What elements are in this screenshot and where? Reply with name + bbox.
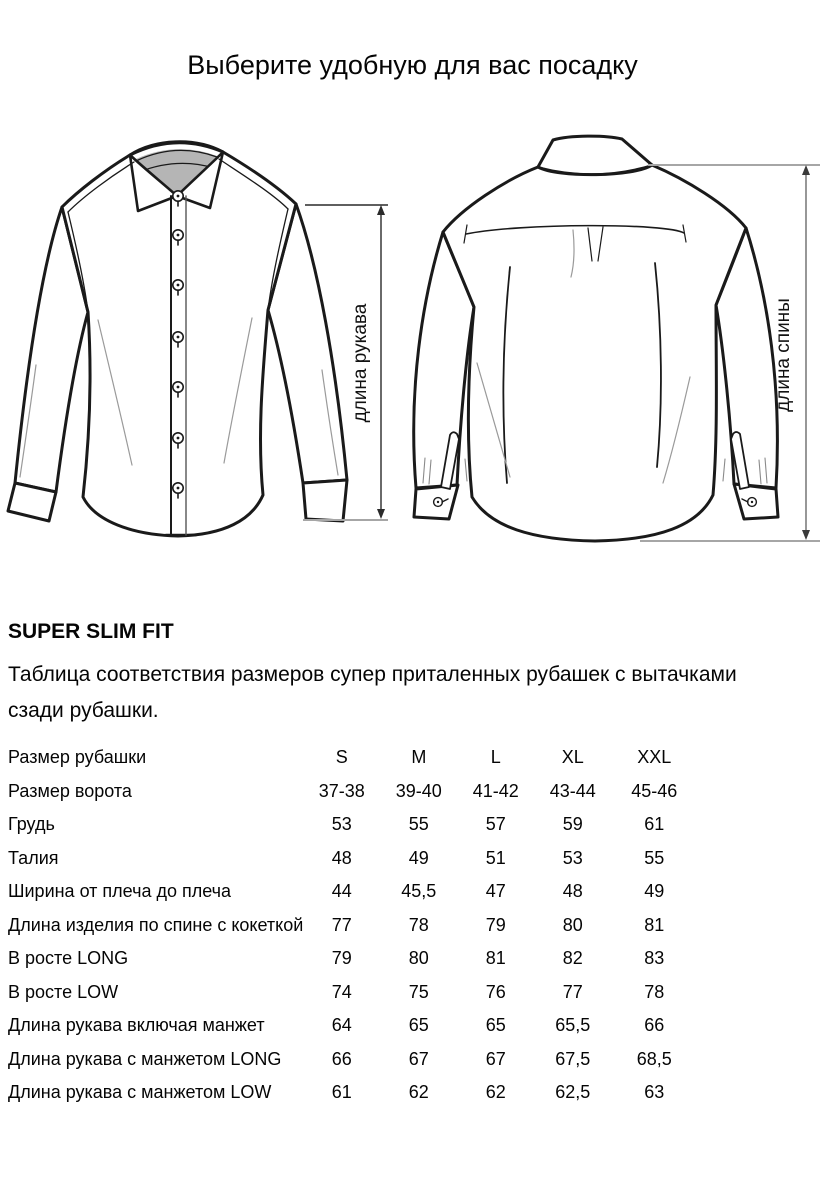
- front-shirt-drawing: [8, 142, 347, 536]
- fit-description: [8, 657, 737, 729]
- table-cell: 67: [408, 1048, 429, 1069]
- table-cell: 48: [562, 881, 583, 902]
- table-cell: 62,5: [555, 1082, 591, 1103]
- table-cell: 67,5: [555, 1048, 591, 1069]
- size-column-header: L: [490, 747, 501, 768]
- table-cell: 65: [485, 1015, 506, 1036]
- table-cell: 76: [485, 981, 506, 1002]
- table-cell: 57: [485, 814, 506, 835]
- table-cell: 65: [408, 1015, 429, 1036]
- sleeve-length-label: длина рукава: [350, 303, 371, 423]
- size-column-header: XL: [561, 747, 584, 768]
- row-label: В росте LONG: [8, 948, 129, 969]
- table-cell: 55: [644, 847, 665, 868]
- row-label: Длина рукава с манжетом LONG: [8, 1048, 282, 1069]
- table-cell: 62: [485, 1082, 506, 1103]
- table-cell: 77: [562, 981, 583, 1002]
- table-cell: 78: [644, 981, 665, 1002]
- table-row: [8, 808, 697, 842]
- table-cell: 47: [485, 881, 506, 902]
- table-cell: 67: [485, 1048, 506, 1069]
- table-cell: 65,5: [555, 1015, 591, 1036]
- table-row: [8, 909, 697, 943]
- table-cell: 81: [644, 914, 665, 935]
- table-cell: 77: [331, 914, 352, 935]
- back-length-label: длина спины: [773, 298, 794, 412]
- table-header-row: [8, 741, 697, 775]
- table-cell: 61: [644, 814, 665, 835]
- table-row: [8, 842, 697, 876]
- table-cell: 45-46: [631, 780, 678, 801]
- table-cell: 78: [408, 914, 429, 935]
- table-row: [8, 942, 697, 976]
- table-row: [8, 1009, 697, 1043]
- row-label: Размер рубашки: [8, 747, 147, 768]
- row-label: Длина изделия по спине с кокеткой: [8, 914, 304, 935]
- table-cell: 80: [408, 948, 429, 969]
- table-row: [8, 976, 697, 1010]
- table-cell: 64: [331, 1015, 352, 1036]
- size-column-header: S: [335, 747, 348, 768]
- back-shirt-drawing: [414, 136, 778, 541]
- table-cell: 79: [331, 948, 352, 969]
- table-row: [8, 875, 697, 909]
- row-label: Талия: [8, 847, 59, 868]
- table-row: [8, 775, 697, 809]
- table-cell: 49: [408, 847, 429, 868]
- table-row: [8, 1043, 697, 1077]
- table-cell: 49: [644, 881, 665, 902]
- size-column-header: M: [411, 747, 427, 768]
- size-table: [8, 741, 697, 1110]
- row-label: Ширина от плеча до плеча: [8, 881, 232, 902]
- fit-description-line: Таблица соответствия размеров супер приталенных рубашек с вытачками: [8, 663, 737, 686]
- table-cell: 83: [644, 948, 665, 969]
- table-cell: 80: [562, 914, 583, 935]
- fit-heading: SUPER SLIM FIT: [8, 620, 174, 643]
- row-label: Длина рукава включая манжет: [8, 1015, 265, 1036]
- table-cell: 66: [644, 1015, 665, 1036]
- table-row: [8, 1076, 697, 1110]
- row-label: В росте LOW: [8, 981, 119, 1002]
- table-cell: 68,5: [636, 1048, 672, 1069]
- table-cell: 75: [408, 981, 429, 1002]
- size-column-header: XXL: [637, 747, 672, 768]
- row-label: Грудь: [8, 814, 55, 835]
- size-table-body: [8, 741, 697, 1110]
- table-cell: 41-42: [472, 780, 519, 801]
- table-cell: 51: [485, 847, 506, 868]
- table-cell: 61: [331, 1082, 352, 1103]
- table-cell: 74: [331, 981, 352, 1002]
- table-cell: 48: [331, 847, 352, 868]
- shirt-diagram: [0, 115, 825, 565]
- page-title: Выберите удобную для вас посадку: [187, 50, 638, 80]
- table-cell: 55: [408, 814, 429, 835]
- row-label: Размер ворота: [8, 780, 132, 801]
- table-cell: 66: [331, 1048, 352, 1069]
- table-cell: 44: [331, 881, 352, 902]
- table-cell: 62: [408, 1082, 429, 1103]
- table-cell: 59: [562, 814, 583, 835]
- table-cell: 45,5: [401, 881, 437, 902]
- table-cell: 81: [485, 948, 506, 969]
- table-cell: 53: [562, 847, 583, 868]
- table-cell: 53: [331, 814, 352, 835]
- fit-description-line: сзади рубашки.: [8, 699, 159, 722]
- table-cell: 39-40: [395, 780, 442, 801]
- table-cell: 82: [562, 948, 583, 969]
- table-cell: 43-44: [549, 780, 596, 801]
- table-cell: 79: [485, 914, 506, 935]
- row-label: Длина рукава с манжетом LOW: [8, 1082, 272, 1103]
- table-cell: 63: [644, 1082, 665, 1103]
- table-cell: 37-38: [318, 780, 365, 801]
